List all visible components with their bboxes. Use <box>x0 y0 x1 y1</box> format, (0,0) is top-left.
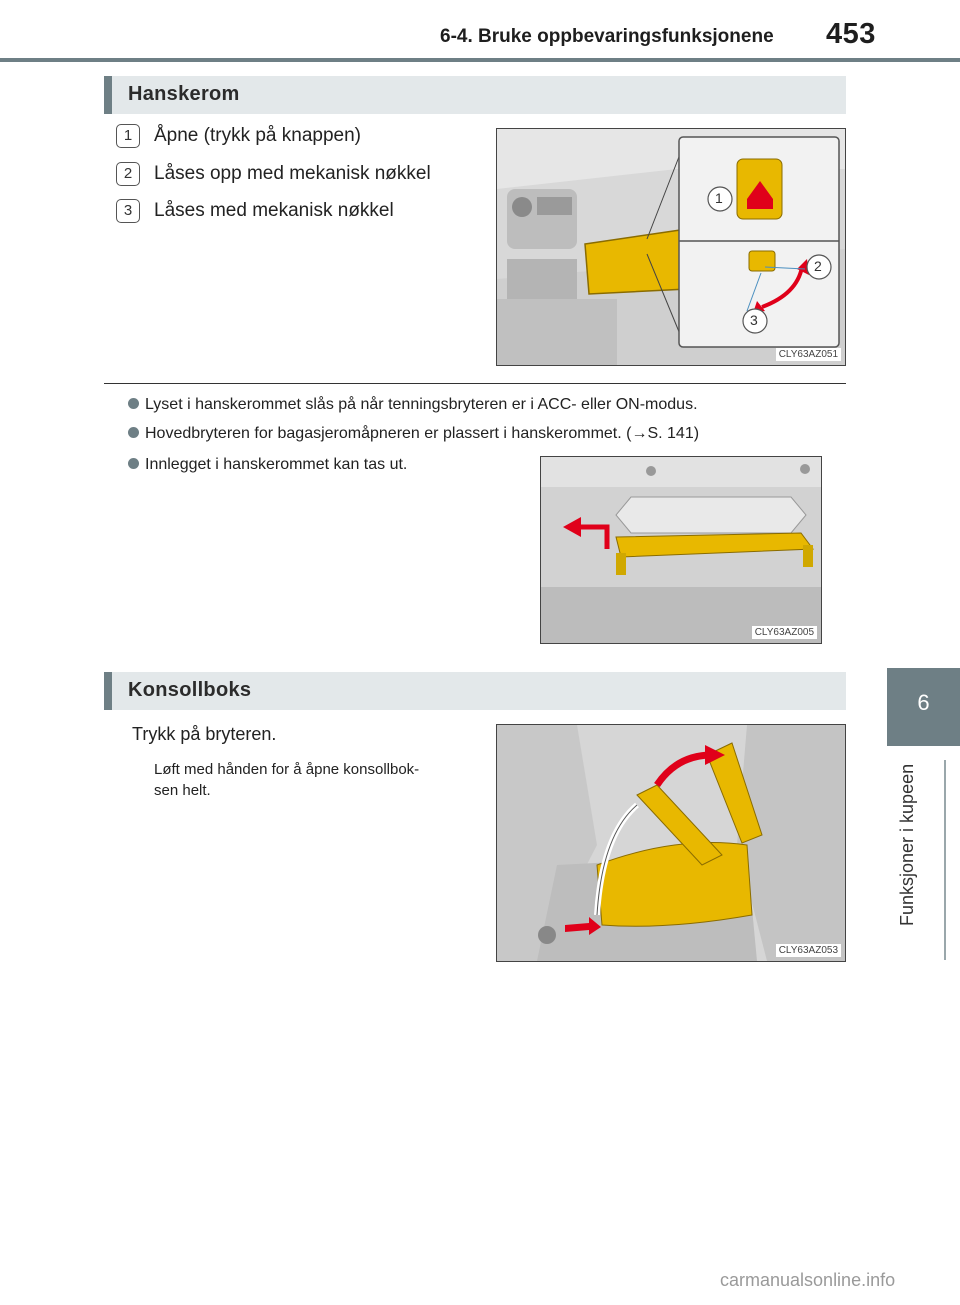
step-number: 1 <box>116 124 140 148</box>
note-text: Hovedbryteren for bagasjeromåpneren er plassert i hanskerommet. (→S. 141) <box>145 425 700 442</box>
bullet-icon <box>128 458 139 469</box>
step-number: 3 <box>116 199 140 223</box>
chapter-tab-rule <box>944 760 946 960</box>
figure-code: CLY63AZ051 <box>776 348 841 361</box>
step-text: Låses med mekanisk nøkkel <box>154 200 394 221</box>
note-text: Lyset i hanskerommet slås på når tenningsbryteren er i ACC- eller ON-modus. <box>145 396 698 413</box>
step-text: Låses opp med mekanisk nøkkel <box>154 163 431 184</box>
sub-instruction-line: Løft med hånden for å åpne konsollbok- <box>154 761 420 778</box>
note-item <box>128 456 407 474</box>
chapter-tab <box>887 668 960 746</box>
sub-instruction-line: sen helt. <box>154 782 211 799</box>
section-rule <box>104 383 846 384</box>
figure-code: CLY63AZ005 <box>752 626 817 639</box>
step-number: 2 <box>116 162 140 186</box>
section-bar <box>104 672 112 710</box>
chapter-title <box>893 760 923 940</box>
instruction-text: Trykk på bryteren. <box>132 724 277 744</box>
page-number: 453 <box>826 18 876 50</box>
bullet-icon <box>128 427 139 438</box>
section-heading-console-box <box>104 672 846 710</box>
console-box-illustration <box>496 724 846 962</box>
glovebox-insert-illustration <box>540 456 822 644</box>
callout-1: 1 <box>715 190 723 206</box>
callout-2: 2 <box>814 258 822 274</box>
section-bar <box>104 76 112 114</box>
note-text: Innlegget i hanskerommet kan tas ut. <box>145 456 408 473</box>
chapter-number: 6 <box>917 690 930 715</box>
running-header: 6-4. Bruke oppbevaringsfunksjonene <box>440 26 774 47</box>
section-title: Hanskerom <box>128 83 240 105</box>
callout-3: 3 <box>750 312 758 328</box>
section-heading-glovebox <box>104 76 846 114</box>
figure-code: CLY63AZ053 <box>776 944 841 957</box>
section-title: Konsollboks <box>128 679 252 701</box>
bullet-icon <box>128 398 139 409</box>
step-text: Åpne (trykk på knappen) <box>154 125 362 146</box>
header-rule <box>0 58 960 62</box>
note-item <box>128 425 699 443</box>
watermark: carmanualsonline.info <box>720 1270 896 1290</box>
glovebox-illustration <box>496 128 846 366</box>
chapter-title-text: Funksjoner i kupeen <box>897 763 917 926</box>
note-item <box>128 396 698 414</box>
